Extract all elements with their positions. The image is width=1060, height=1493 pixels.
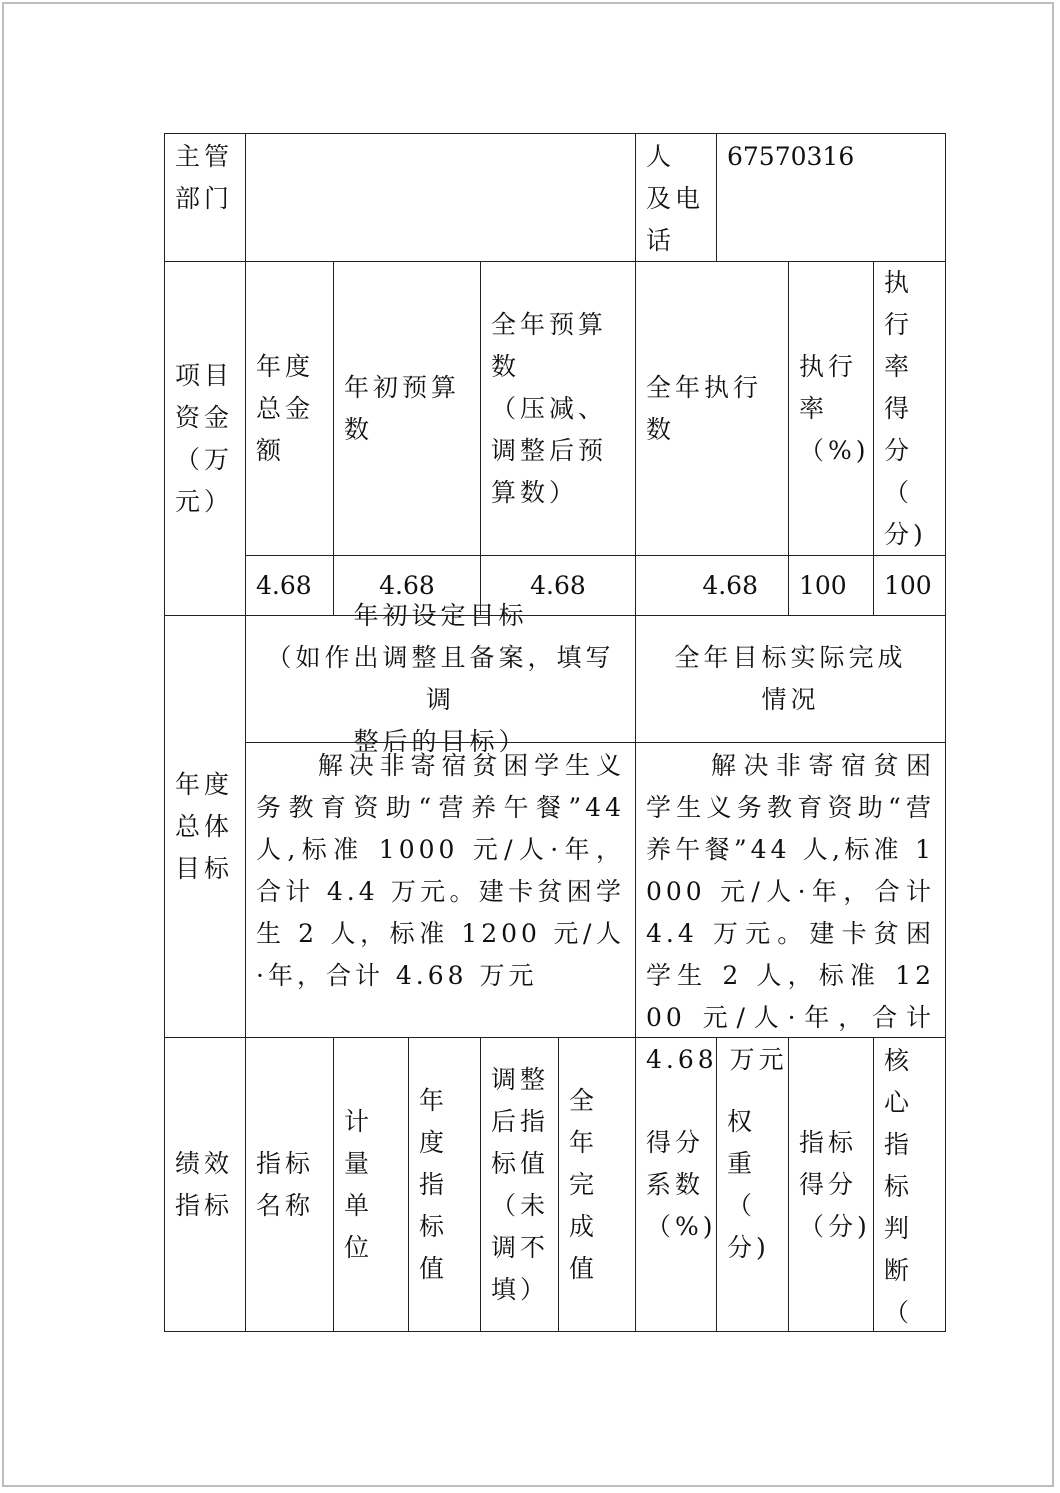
full-year-execution-value: 4.68 xyxy=(635,555,789,616)
full-year-execution-header: 全年执行 数 xyxy=(635,261,789,556)
performance-label: 绩效 指标 xyxy=(164,1037,246,1332)
goals-label: 年度 总体 目标 xyxy=(164,615,246,1038)
full-year-completion-header: 全年 完成 值 xyxy=(558,1037,636,1332)
set-goal-text: 解决非寄宿贫困学生义务教育资助“营养午餐”44 人,标准 1000 元/人·年，合计 4.4 万元。建卡贫困学生 2 人，标准 1200 元/人·年，合计 4.68 万元 xyxy=(245,742,636,1038)
indicator-score-header: 指标 得分 （分) xyxy=(788,1037,874,1332)
score-coefficient-header: 得分 系数 （%) xyxy=(635,1037,717,1332)
dept-label: 主管 部门 xyxy=(164,133,246,262)
initial-budget-value: 4.68 xyxy=(333,555,481,616)
execution-score-value: 100 xyxy=(873,555,946,616)
adjusted-indicator-value-header: 调整 后指 标值 （未 调不 填） xyxy=(480,1037,559,1332)
initial-budget-header: 年初预算 数 xyxy=(333,261,481,556)
annual-indicator-value-header: 年 度 指 标 值 xyxy=(408,1037,481,1332)
full-year-budget-value: 4.68 xyxy=(480,555,636,616)
funds-label: 项目 资金 （万 元） xyxy=(164,261,246,616)
contact-label: 人 及电 话 xyxy=(635,133,717,262)
set-goal-header: 年初设定目标 （如作出调整且备案，填写调 整后的目标） xyxy=(245,615,636,743)
actual-goal-text: 解决非寄宿贫困学生义务教育资助“营养午餐”44 人,标准 1000 元/人·年，合计 4.4 万元。建卡贫困学生 2 人，标准 1200 元/人·年，合计 4.68 万元 xyxy=(635,742,946,1038)
indicator-name-header: 指标 名称 xyxy=(245,1037,334,1332)
actual-goal-header: 全年目标实际完成 情况 xyxy=(635,615,946,743)
full-year-budget-header: 全年预算 数 （压减、 调整后预 算数） xyxy=(480,261,636,556)
execution-rate-value: 100 xyxy=(788,555,874,616)
weight-header: 权 重 （ 分) xyxy=(716,1037,789,1332)
execution-score-header: 执 行 率 得 分 （ 分) xyxy=(873,261,946,556)
annual-total-header: 年度 总金 额 xyxy=(245,261,334,556)
annual-total-value: 4.68 xyxy=(245,555,334,616)
core-indicator-judgment-header: 核 心 指 标 判 断 （ xyxy=(873,1037,946,1332)
execution-rate-header: 执行 率 （%) xyxy=(788,261,874,556)
contact-phone: 67570316 xyxy=(716,133,946,262)
dept-value xyxy=(245,133,636,262)
unit-header: 计量 单位 xyxy=(333,1037,409,1332)
